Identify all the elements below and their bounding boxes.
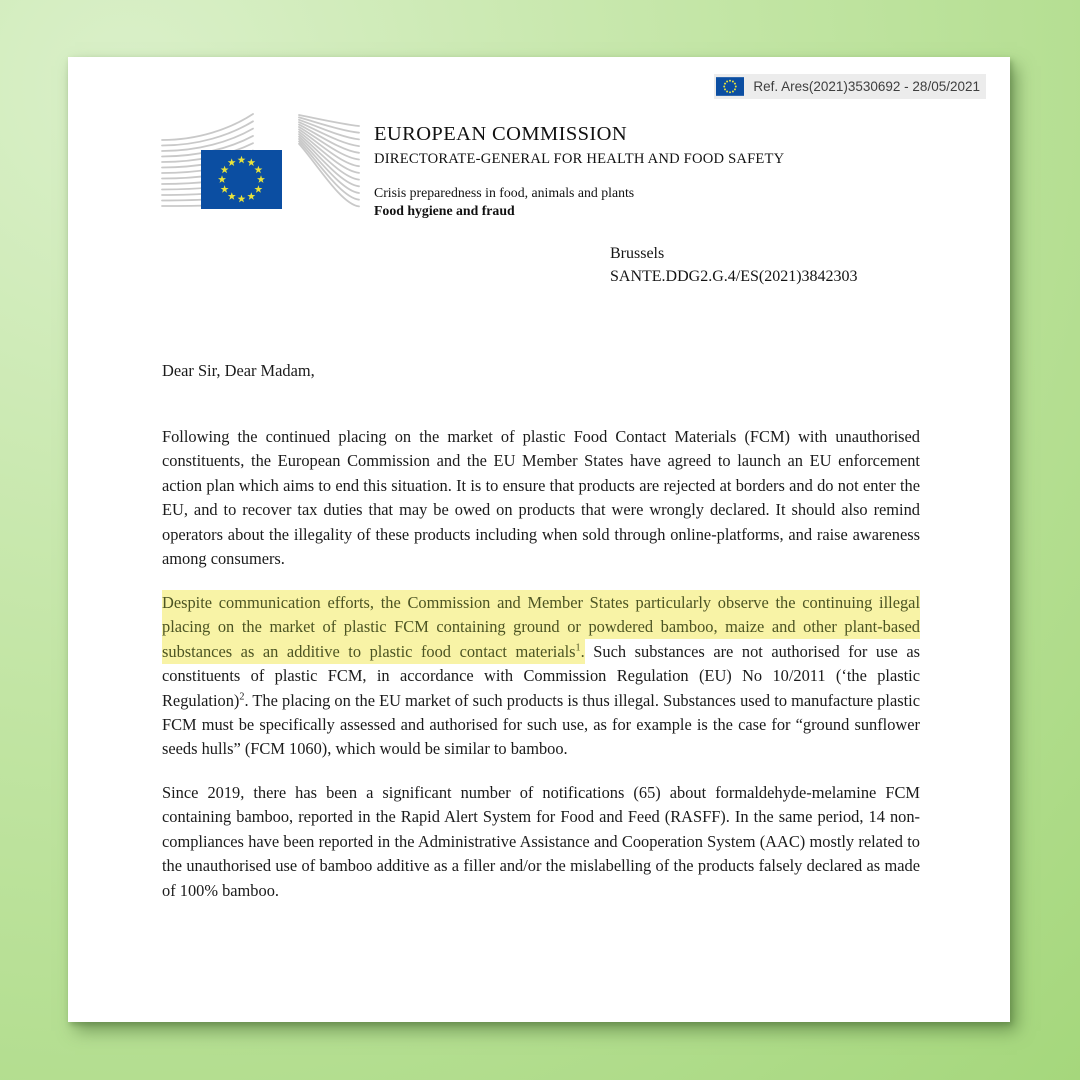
highlight-tail: . xyxy=(580,641,585,661)
footnote-marker-2: 2 xyxy=(239,691,245,703)
unit-name: Crisis preparedness in food, animals and plants xyxy=(374,185,635,200)
letterhead xyxy=(374,123,784,219)
sub-unit-name: Food hygiene and fraud xyxy=(374,203,515,218)
city-line: Brussels xyxy=(610,245,665,262)
eu-flag-icon xyxy=(716,77,744,96)
letter-body xyxy=(162,361,920,922)
commission-building-icon xyxy=(155,109,367,224)
paragraph-enforcement-plan: Following the continued placing on the market of plastic Food Contact Materials (FCM) with unauthorised constituents, the European Commission and the EU Member States have agreed to launch an EU enforcement action plan which aims to end this situation. It is to ensure that products are rejected at borders and do not enter the EU, and to recover tax duties that may be owed on products that were wrongly declared. It should also remind operators about the illegality of these products including when sold through online-platforms, and raise awareness among consumers. xyxy=(162,427,920,569)
ares-reference-text: Ref. Ares(2021)3530692 - 28/05/2021 xyxy=(753,79,980,94)
directorate-title: DIRECTORATE-GENERAL FOR HEALTH AND FOOD SAFETY xyxy=(374,151,785,167)
reference-block xyxy=(610,243,858,288)
paragraph2-end: . The placing on the EU market of such products is thus illegal. Substances used to manufacture plastic FCM must be specifically assessed and authorised for such use, as for example is the case for “ground sunflower seeds hulls” (FCM 1060), which would be similar to bamboo. xyxy=(162,690,920,759)
paragraph2-continuation: Such substances are not authorised for use as constituents of plastic FCM, in accordance with Commission Regulation (EU) No 10/2011 (‘the plastic Regulation) xyxy=(162,641,920,710)
salutation: Dear Sir, Dear Madam, xyxy=(162,361,315,380)
highlight-text: Despite communication efforts, the Commission and Member States particularly observe the continuing illegal placing on the market of plastic FCM containing ground or powdered bamboo, maize and other plant-based substances as an additive to plastic food contact materials xyxy=(162,592,920,661)
european-commission-logo xyxy=(155,109,367,229)
paragraph-bamboo-illegal xyxy=(162,591,920,762)
institution-title: EUROPEAN COMMISSION xyxy=(374,123,628,145)
paragraph-notifications: Since 2019, there has been a significant number of notifications (65) about formaldehyde-melamine FCM containing bamboo, reported in the Rapid Alert System for Food and Feed (RASFF). In the same period, 14 non-compliances have been reported in the Administrative Assistance and Cooperation System (AAC) mostly related to the unauthorised use of bamboo additive as a filler and/or the mislabelling of the products falsely declared as made of 100% bamboo. xyxy=(162,782,920,900)
ares-reference-bar xyxy=(714,74,986,99)
footnote-marker-1: 1 xyxy=(575,642,581,654)
letter-page xyxy=(68,57,1010,1022)
document-reference: SANTE.DDG2.G.4/ES(2021)3842303 xyxy=(610,267,858,285)
